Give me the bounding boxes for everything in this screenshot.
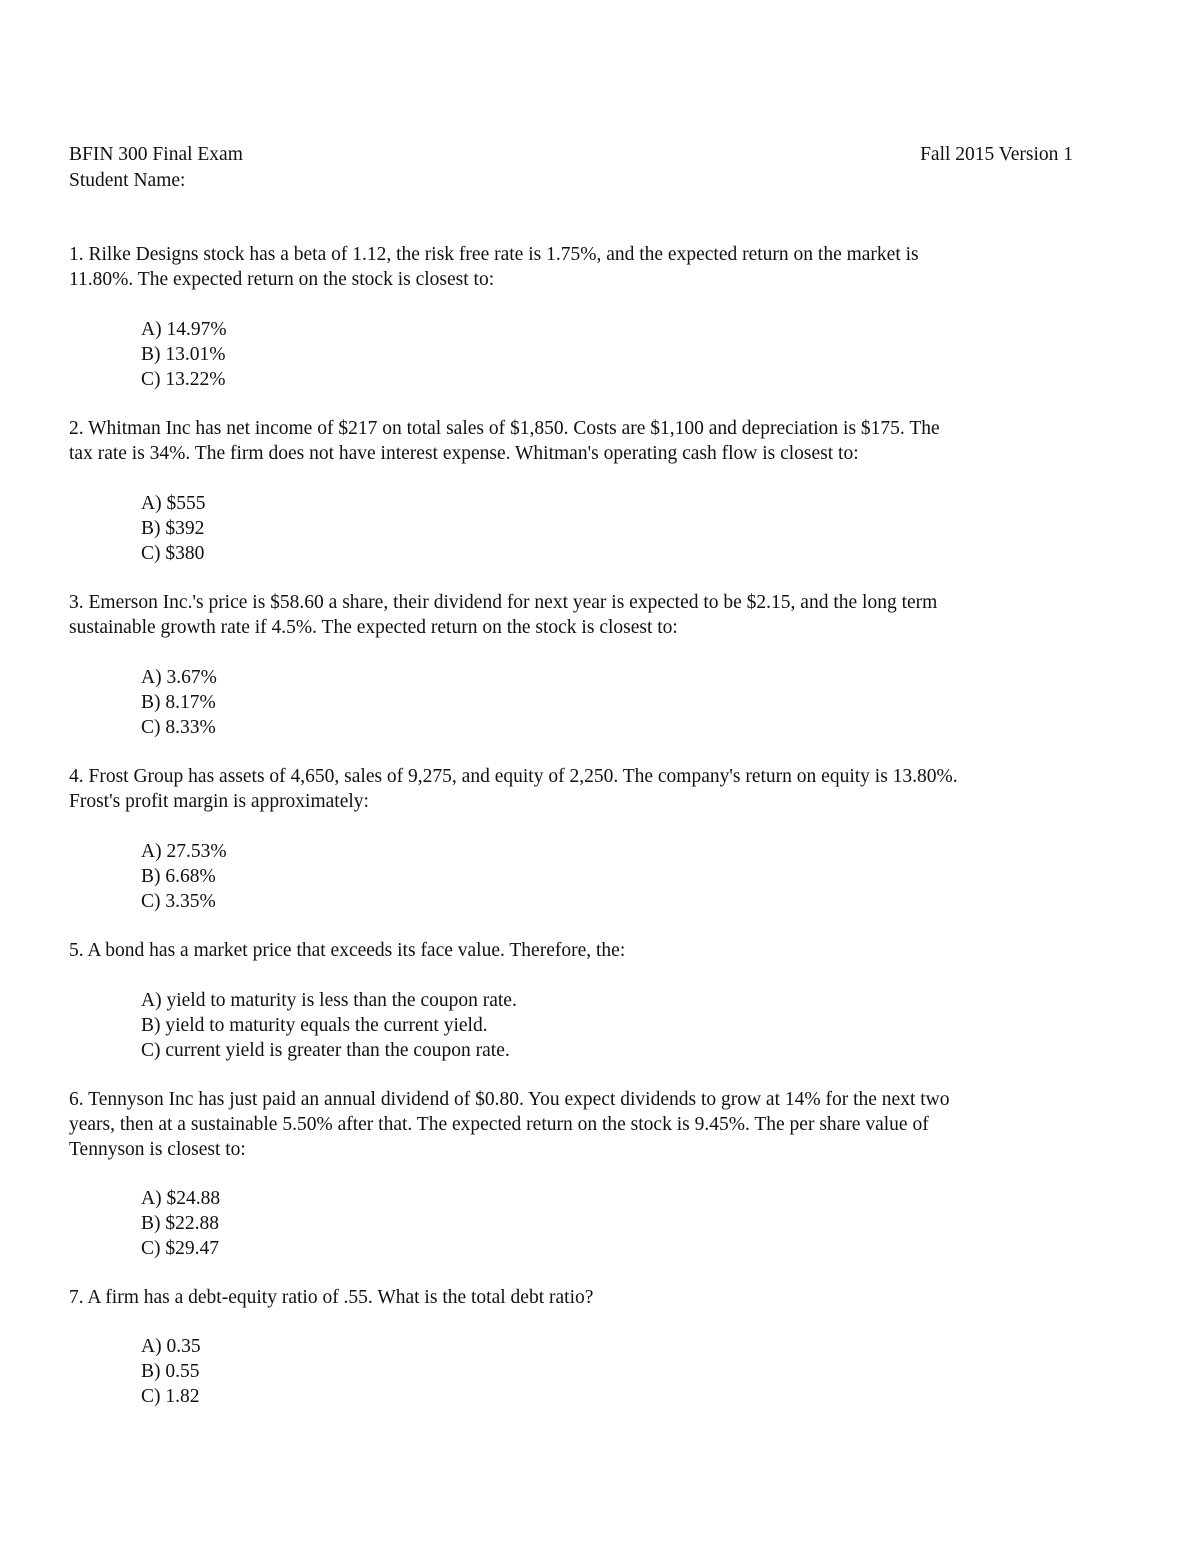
exam-term-version: Fall 2015 Version 1 bbox=[920, 144, 1073, 165]
question-4-line-2: Frost's profit margin is approximately: bbox=[69, 791, 369, 812]
question-6-line-2: years, then at a sustainable 5.50% after that. The expected return on the stock is 9.45%. The per share value of bbox=[69, 1114, 929, 1135]
question-1-line-2: 11.80%. The expected return on the stock is closest to: bbox=[69, 269, 495, 290]
question-3-option-b: B) 8.17% bbox=[141, 692, 216, 713]
question-2-line-1: 2. Whitman Inc has net income of $217 on total sales of $1,850. Costs are $1,100 and depreciation is $175. The bbox=[69, 418, 940, 439]
question-1-line-1: 1. Rilke Designs stock has a beta of 1.12, the risk free rate is 1.75%, and the expected return on the market is bbox=[69, 244, 919, 265]
question-4-option-a: A) 27.53% bbox=[141, 841, 227, 862]
question-5-option-a: A) yield to maturity is less than the coupon rate. bbox=[141, 990, 517, 1011]
question-7-option-b: B) 0.55 bbox=[141, 1361, 200, 1382]
question-1-option-b: B) 13.01% bbox=[141, 344, 226, 365]
question-5-line-1: 5. A bond has a market price that exceeds its face value. Therefore, the: bbox=[69, 940, 626, 961]
question-7-option-a: A) 0.35 bbox=[141, 1336, 201, 1357]
question-7-line-1: 7. A firm has a debt-equity ratio of .55. What is the total debt ratio? bbox=[69, 1287, 594, 1308]
exam-title: BFIN 300 Final Exam bbox=[69, 144, 243, 165]
question-6-option-c: C) $29.47 bbox=[141, 1238, 219, 1259]
question-6-option-a: A) $24.88 bbox=[141, 1188, 221, 1209]
student-name-label: Student Name: bbox=[69, 170, 186, 191]
question-3-line-1: 3. Emerson Inc.'s price is $58.60 a share, their dividend for next year is expected to be $2.15, and the long term bbox=[69, 592, 938, 613]
question-3-option-a: A) 3.67% bbox=[141, 667, 217, 688]
question-4-option-b: B) 6.68% bbox=[141, 866, 216, 887]
question-2-line-2: tax rate is 34%. The firm does not have interest expense. Whitman's operating cash flow is closest to: bbox=[69, 443, 859, 464]
question-6-option-b: B) $22.88 bbox=[141, 1213, 219, 1234]
question-2-option-b: B) $392 bbox=[141, 518, 205, 539]
question-1-option-c: C) 13.22% bbox=[141, 369, 226, 390]
question-5-option-b: B) yield to maturity equals the current yield. bbox=[141, 1015, 488, 1036]
question-2-option-c: C) $380 bbox=[141, 543, 205, 564]
question-6-line-3: Tennyson is closest to: bbox=[69, 1139, 246, 1160]
question-4-line-1: 4. Frost Group has assets of 4,650, sales of 9,275, and equity of 2,250. The company's return on equity is 13.80%. bbox=[69, 766, 958, 787]
question-4-option-c: C) 3.35% bbox=[141, 891, 216, 912]
question-2-option-a: A) $555 bbox=[141, 493, 206, 514]
question-6-line-1: 6. Tennyson Inc has just paid an annual dividend of $0.80. You expect dividends to grow at 14% for the next two bbox=[69, 1089, 950, 1110]
question-3-option-c: C) 8.33% bbox=[141, 717, 216, 738]
question-7-option-c: C) 1.82 bbox=[141, 1386, 200, 1407]
question-5-option-c: C) current yield is greater than the coupon rate. bbox=[141, 1040, 510, 1061]
question-3-line-2: sustainable growth rate if 4.5%. The expected return on the stock is closest to: bbox=[69, 617, 678, 638]
question-1-option-a: A) 14.97% bbox=[141, 319, 227, 340]
